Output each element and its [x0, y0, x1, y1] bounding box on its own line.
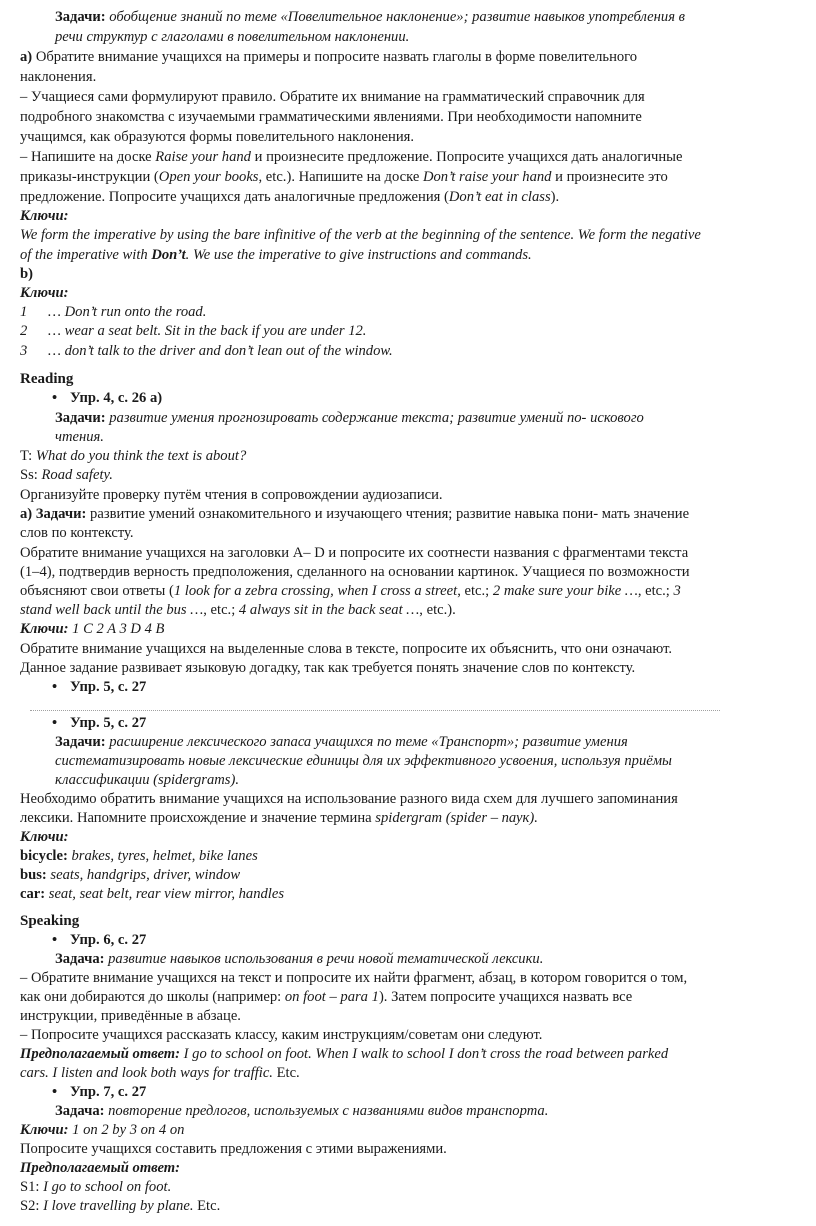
teacher-text: What do you think the text is about?: [35, 448, 247, 464]
speaking-d1-text-3: инструкции, приведённые в абзаце.: [20, 1008, 241, 1024]
dash2-3a: предложение. Попросите учащихся дать аналогичные предложения (: [20, 189, 449, 205]
speaking-d2: [20, 1026, 790, 1046]
vocab-exercise: [52, 714, 790, 734]
dash2-text-a: – Напишите на доске: [20, 149, 156, 165]
tasks-label: Задачи:: [55, 9, 106, 25]
speaking-exercise: [52, 931, 790, 951]
speaking-d2-text: – Попросите учащихся рассказать классу, каким инструкциям/советам они следуют.: [20, 1027, 543, 1043]
page-break-divider: [30, 710, 720, 711]
reading-a-line2: [20, 524, 790, 544]
speaking-task-text: развитие навыков использования в речи новой тематической лексики.: [104, 951, 544, 967]
reading-p2-text-2: Данное задание развивает языковую догадку, так как требуется понять значение слов по контексту.: [20, 660, 636, 676]
speaking-exercise-text: Упр. 6, с. 27: [70, 932, 147, 948]
bullet-icon: •: [52, 1084, 58, 1100]
reading-p1-text-2: (1–4), подтвердив верность предположения, сделанного на основании картинок. Учащиеся по возможности: [20, 564, 690, 580]
speaking-exercise-2-text: Упр. 7, с. 27: [70, 1084, 147, 1100]
students-label: Ss:: [20, 467, 42, 483]
keys-dont: Don’t: [151, 247, 186, 263]
reading-p1-4b: , etc.;: [203, 602, 239, 618]
speaking-task-label: Задача:: [55, 951, 105, 967]
dash2-text-c: и произнесите предложение. Попросите учащихся дать аналогичные: [250, 149, 683, 165]
reading-a-text-2: слов по контексту.: [20, 525, 134, 541]
part-a-label: a): [20, 49, 33, 65]
reading-a-label: а) Задачи:: [20, 506, 87, 522]
speaking-answer2-label-line: [20, 1159, 790, 1179]
dash1-text: – Учащиеся сами формулируют правило. Обратите их внимание на грамматический справочник для: [20, 89, 645, 105]
reading-p1-line2: [20, 563, 790, 583]
s2-line: [20, 1197, 790, 1217]
keys2-label: Ключи:: [20, 285, 69, 301]
speaking-answer-line1: [20, 1045, 790, 1065]
list-text: … Don’t run onto the road.: [48, 304, 207, 320]
vocab-row: [20, 866, 790, 886]
dash1-text-2: подробного знакомства с изучаемыми грамматическими явлениями. При необходимости напомните: [20, 109, 642, 125]
dash2-3b: Don’t eat in class: [448, 189, 551, 205]
reading-p1-4d: , etc.).: [419, 602, 456, 618]
vocab-key: bicycle:: [20, 848, 68, 864]
s1-text: I go to school on foot.: [43, 1179, 172, 1195]
dash2-line1: [20, 148, 790, 168]
dash1-line1: [20, 88, 790, 108]
vocab-tasks-3: [55, 771, 790, 791]
reading-tasks-text: развитие умения прогнозировать содержание текста; развитие умений по- искового: [109, 410, 644, 426]
tasks-paragraph-cont: [55, 28, 790, 48]
reading-p1-line1: [20, 544, 790, 564]
speaking-task: [55, 950, 790, 970]
students-text: Road safety.: [41, 467, 113, 483]
vocab-tasks-text: расширение лексического запаса учащихся по теме «Транспорт»; развитие умения: [109, 734, 628, 750]
dash1-line3: [20, 128, 790, 148]
speaking-answer-text-2: cars. I listen and look both ways for traffic.: [20, 1065, 273, 1081]
tasks-text: обобщение знаний по теме «Повелительное наклонение»; развитие навыков употребления в: [109, 9, 685, 25]
dash2-2e: и произнесите это: [551, 169, 668, 185]
bullet-icon: •: [52, 390, 58, 406]
part-b-label: b): [20, 266, 33, 282]
reading-p1-4a: stand well back until the bus …: [20, 602, 204, 618]
speaking-answer-label: Предполагаемый ответ:: [20, 1046, 181, 1062]
keys-line1: [20, 226, 790, 246]
s2-label: S2:: [20, 1198, 44, 1214]
part-a-line1: [20, 48, 790, 68]
s2-text: I love travelling by plane.: [43, 1198, 194, 1214]
speaking-answer-line2: [20, 1064, 790, 1084]
reading-p2-text: Обратите внимание учащихся на выделенные слова в тексте, попросите их объяснить, что они означают.: [20, 641, 672, 657]
reading-exercise-text: Упр. 4, с. 26 а): [70, 390, 163, 406]
dash1-line2: [20, 108, 790, 128]
list-text: … wear a seat belt. Sit in the back if you are under 12.: [48, 323, 367, 339]
speaking-exercise-2: [52, 1083, 790, 1103]
speaking-answer-etc: Etc.: [272, 1065, 300, 1081]
reading-tasks-cont: [55, 428, 790, 448]
keys-label: Ключи:: [20, 208, 69, 224]
reading-tasks-label: Задачи:: [55, 410, 106, 426]
list-item: [20, 342, 790, 362]
keys2-label-line: [20, 284, 790, 304]
keys-text-1: We form the imperative by using the bare infinitive of the verb at the beginning of the sentence. We form the negative: [20, 227, 701, 243]
organize-text: Организуйте проверку путём чтения в сопровождении аудиозаписи.: [20, 487, 443, 503]
speaking-task2-label: Задача:: [55, 1103, 105, 1119]
dash2-line2: [20, 168, 790, 188]
vocab-row: [20, 885, 790, 905]
reading-heading-text: Reading: [20, 371, 74, 387]
part-a-line2: [20, 68, 790, 88]
vocab-exercise-text: Упр. 5, с. 27: [70, 715, 147, 731]
reading-tasks: [55, 409, 790, 429]
reading-exercise-2: [52, 678, 790, 698]
reading-p1-text: Обратите внимание учащихся на заголовки A– D и попросите их соотнести названия с фрагментами текста: [20, 545, 689, 561]
speaking-d1-2c: ). Затем попросите учащихся назвать все: [378, 989, 633, 1005]
speaking-heading-text: Speaking: [20, 913, 80, 929]
reading-p1-3c: , etc.;: [457, 583, 493, 599]
speaking-p-text: Попросите учащихся составить предложения с этими выражениями.: [20, 1141, 447, 1157]
tasks-text-cont: речи структур с глаголами в повелительном наклонении.: [55, 29, 410, 45]
vocab-keys-label: Ключи:: [20, 829, 69, 845]
organize-line: [20, 486, 790, 506]
s2-etc: Etc.: [193, 1198, 221, 1214]
speaking-task-2: [55, 1102, 790, 1122]
speaking-d1-line1: [20, 969, 790, 989]
reading-p2-line1: [20, 640, 790, 660]
s1-line: [20, 1178, 790, 1198]
vocab-tasks-text-2: систематизировать новые лексические единицы для их эффективного усвоения, используя приёмы: [55, 753, 672, 769]
vocab-p-2a: лексики. Напомните происхождение и значение термина: [20, 810, 376, 826]
reading-keys: [20, 620, 790, 640]
dash2-example: Raise your hand: [155, 149, 251, 165]
reading-p1-3f: 3: [673, 583, 681, 599]
speaking-d1-line3: [20, 1007, 790, 1027]
vocab-value: seats, handgrips, driver, window: [46, 867, 241, 883]
bullet-icon: •: [52, 679, 58, 695]
reading-p1-3d: 2 make sure your bike …: [492, 583, 638, 599]
list-number: 3: [20, 343, 28, 359]
reading-exercise: [52, 389, 790, 409]
s1-label: S1:: [20, 1179, 44, 1195]
reading-a-line1: [20, 505, 790, 525]
list-number: 1: [20, 304, 28, 320]
speaking-answer-text: I go to school on foot. When I walk to school I don’t cross the road between parked: [180, 1046, 669, 1062]
reading-exercise-2-text: Упр. 5, с. 27: [70, 679, 147, 695]
reading-p2-line2: [20, 659, 790, 679]
part-b-line: [20, 265, 790, 285]
keys-line2: [20, 246, 790, 266]
vocab-keys-label-line: [20, 828, 790, 848]
speaking-answer2-label: Предполагаемый ответ:: [20, 1160, 181, 1176]
reading-p1-3e: , etc.;: [637, 583, 674, 599]
list-number: 2: [20, 323, 28, 339]
vocab-p-line1: [20, 790, 790, 810]
reading-p1-4c: 4 always sit in the back seat …: [238, 602, 420, 618]
vocab-value: brakes, tyres, helmet, bike lanes: [67, 848, 258, 864]
dash1-text-3: учащимся, как образуются формы повелительного наклонения.: [20, 129, 415, 145]
speaking-d1-text: – Обратите внимание учащихся на текст и попросите их найти фрагмент, абзац, в котором говорится о том,: [20, 970, 688, 986]
reading-p1-line4: [20, 601, 790, 621]
list-text: … don’t talk to the driver and don’t lean out of the window.: [48, 343, 393, 359]
students-line: [20, 466, 790, 486]
part-a-text: Обратите внимание учащихся на примеры и попросите назвать глаголы в форме повелительного: [35, 49, 638, 65]
speaking-d1-2b: on foot – para 1: [284, 989, 379, 1005]
tasks-paragraph: [55, 8, 790, 28]
reading-p1-line3: [20, 582, 790, 602]
dash2-line3: [20, 188, 790, 208]
speaking-task2-text: повторение предлогов, используемых с названиями видов транспорта.: [104, 1103, 549, 1119]
vocab-key: car:: [20, 886, 46, 902]
reading-keys-label: Ключи:: [20, 621, 69, 637]
vocab-row: [20, 847, 790, 867]
vocab-tasks-text-3: классификации (spidergrams).: [55, 772, 239, 788]
dash2-2d: Don’t raise your hand: [422, 169, 552, 185]
list-item: [20, 303, 790, 323]
speaking-d1-2a: как они добираются до школы (например:: [20, 989, 285, 1005]
vocab-tasks: [55, 733, 790, 753]
dash2-2b: Open your books: [158, 169, 259, 185]
vocab-p-line2: [20, 809, 790, 829]
bullet-icon: •: [52, 932, 58, 948]
speaking-p: [20, 1140, 790, 1160]
speaking-heading: [20, 912, 790, 932]
speaking-keys-label: Ключи:: [20, 1122, 69, 1138]
bullet-icon: •: [52, 715, 58, 731]
dash2-3c: ).: [550, 189, 560, 205]
speaking-keys-text: 1 on 2 by 3 on 4 on: [68, 1122, 185, 1138]
keys-text-2a: of the imperative with: [20, 247, 152, 263]
reading-keys-text: 1 C 2 A 3 D 4 B: [68, 621, 165, 637]
vocab-tasks-label: Задачи:: [55, 734, 106, 750]
reading-heading: [20, 370, 790, 390]
dash2-2c: , etc.). Напишите на доске: [258, 169, 423, 185]
part-a-text-cont: наклонения.: [20, 69, 97, 85]
reading-p1-3b: 1 look for a zebra crossing, when I cross a street: [173, 583, 458, 599]
list-item: [20, 322, 790, 342]
reading-tasks-text-2: чтения.: [55, 429, 104, 445]
reading-a-text: развитие умений ознакомительного и изучающего чтения; развитие навыка пони- мать значение: [86, 506, 690, 522]
vocab-key: bus:: [20, 867, 47, 883]
teacher-label: T:: [20, 448, 36, 464]
keys-label-line: [20, 207, 790, 227]
teacher-line: [20, 447, 790, 467]
speaking-d1-line2: [20, 988, 790, 1008]
vocab-p-text: Необходимо обратить внимание учащихся на использование разного вида схем для лучшего запоминания: [20, 791, 678, 807]
vocab-p-2b: spidergram (spider – паук).: [375, 810, 538, 826]
reading-p1-3a: объясняют свои ответы (: [20, 583, 174, 599]
dash2-2a: приказы-инструкции (: [20, 169, 159, 185]
vocab-value: seat, seat belt, rear view mirror, handles: [45, 886, 285, 902]
keys-text-2c: . We use the imperative to give instructions and commands.: [185, 247, 532, 263]
speaking-keys: [20, 1121, 790, 1141]
vocab-tasks-2: [55, 752, 790, 772]
